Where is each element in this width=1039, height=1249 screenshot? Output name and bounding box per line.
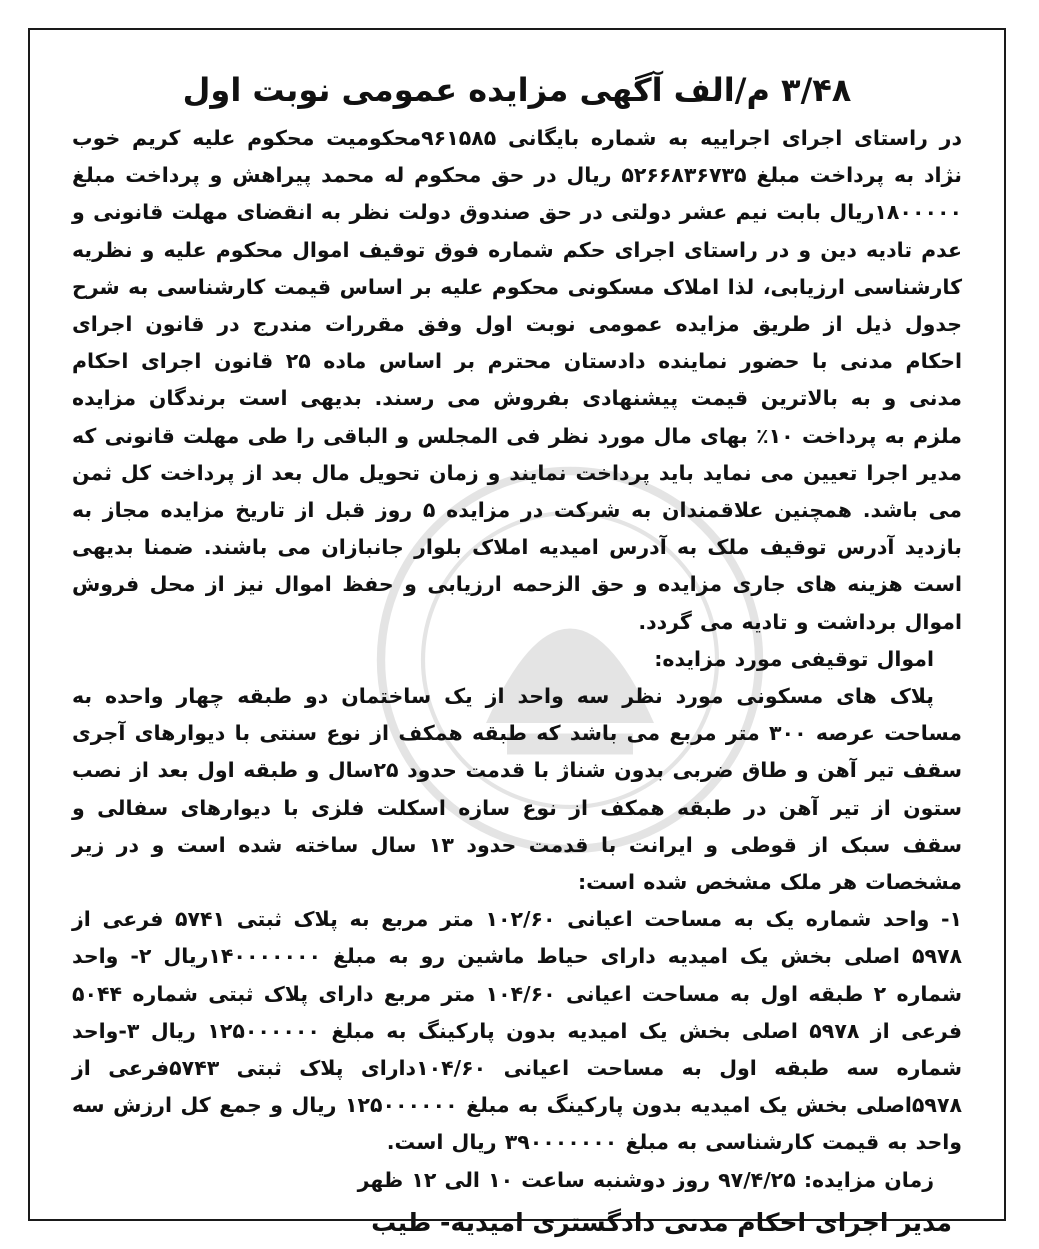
auction-time: زمان مزایده: ۹۷/۴/۲۵ روز دوشنبه ساعت ۱۰ الی ۱۲ ظهر bbox=[357, 1167, 934, 1192]
intro-paragraph: در راستای اجرای اجراییه به شماره بایگانی ۹۶۱۵۸۵محکومیت محکوم علیه کریم خوب نژاد به پرداخت مبلغ ۵۲۶۶۸۳۶۷۳۵ ریال در حق محکوم له محمد پیراهش و پرداخت مبلغ ۱۸۰۰۰۰۰ریال بابت نیم عشر دولتی در حق صندوق دولت نظر به انقضای مهلت قانونی و عدم تادیه دین و در راستای اجرای حکم شماره فوق توقیف اموال محکوم علیه و نظریه کارشناسی ارزیابی، لذا املاک مسکونی محکوم علیه بر اساس قیمت کارشناسی به شرح جدول ذیل از طریق مزایده عمومی نوبت اول وفق مقررات مندرج در قانون اجرای احکام مدنی با حضور نماینده دادستان محترم بر اساس ماده ۲۵ قانون اجرای احکام مدنی و به بالاترین قیمت پیشنهادی بفروش می رسند. بدیهی است برندگان مزایده ملزم به پرداخت ۱۰٪ بهای مال مورد نظر فی المجلس و الباقی را طی مهلت قانونی که مدیر اجرا تعیین می نماید باید پرداخت نمایند و زمان تحویل مال بعد از پرداخت کل ثمن می باشد. همچنین علاقمندان به شرکت در مزایده ۵ روز قبل از تاریخ مزایده مجاز به بازدید آدرس توقیف ملک به آدرس امیدیه املاک بلوار جانبازان می باشند. ضمنا بدیهی است هزینه های جاری مزایده و حق الزحمه ارزیابی و حفظ اموال نیز از محل فروش اموال برداشت و تادیه می گردد. bbox=[72, 126, 962, 634]
notice-title: ۳/۴۸ م/الف آگهی مزایده عمومی نوبت اول bbox=[182, 71, 852, 109]
property-description-paragraph: پلاک های مسکونی مورد نظر سه واحد از یک ساختمان دو طبقه چهار واحده به مساحت عرصه ۳۰۰ متر مربع می باشد که طبقه همکف از نوع سنتی با دیوارهای آجری سقف تیر آهن و طاق ضربی بدون شناژ با قدمت حدود ۲۵سال و طبقه اول بعد از نصب ستون از تیر آهن در طبقه همکف از نوع سازه اسکلت فلزی با دیوارهای سفالی و سقف سبک از قوطی و ایرانت با قدمت حدود ۱۳ سال ساخته شده است و در زیر مشخصات هر ملک مشخص شده است: bbox=[72, 684, 962, 895]
seized-assets-heading: اموال توقیفی مورد مزایده: bbox=[654, 646, 934, 671]
notice-body bbox=[72, 66, 963, 1237]
signature: مدیر اجرای احکام مدنی دادگستری امیدیه- طیب bbox=[371, 1207, 952, 1237]
notice-frame bbox=[28, 28, 1006, 1237]
units-detail-paragraph: ۱- واحد شماره یک به مساحت اعیانی ۱۰۲/۶۰ متر مربع به پلاک ثبتی ۵۷۴۱ فرعی از ۵۹۷۸ اصلی بخش یک امیدیه دارای حیاط ماشین رو به مبلغ ۱۴۰۰۰۰۰۰۰ریال ۲- واحد شماره ۲ طبقه اول به مساحت اعیانی ۱۰۴/۶۰ متر مربع دارای پلاک ثبتی شماره ۵۰۴۴ فرعی از ۵۹۷۸ اصلی بخش یک امیدیه بدون پارکینگ به مبلغ ۱۲۵۰۰۰۰۰۰ ریال ۳-واحد شماره سه طبقه اول به مساحت اعیانی ۱۰۴/۶۰دارای پلاک ثبتی ۵۷۴۳فرعی از ۵۹۷۸اصلی بخش یک امیدیه بدون پارکینگ به مبلغ ۱۲۵۰۰۰۰۰۰ ریال و جمع کل ارزش سه واحد به قیمت کارشناسی به مبلغ ۳۹۰۰۰۰۰۰۰ ریال است. bbox=[72, 907, 963, 1155]
